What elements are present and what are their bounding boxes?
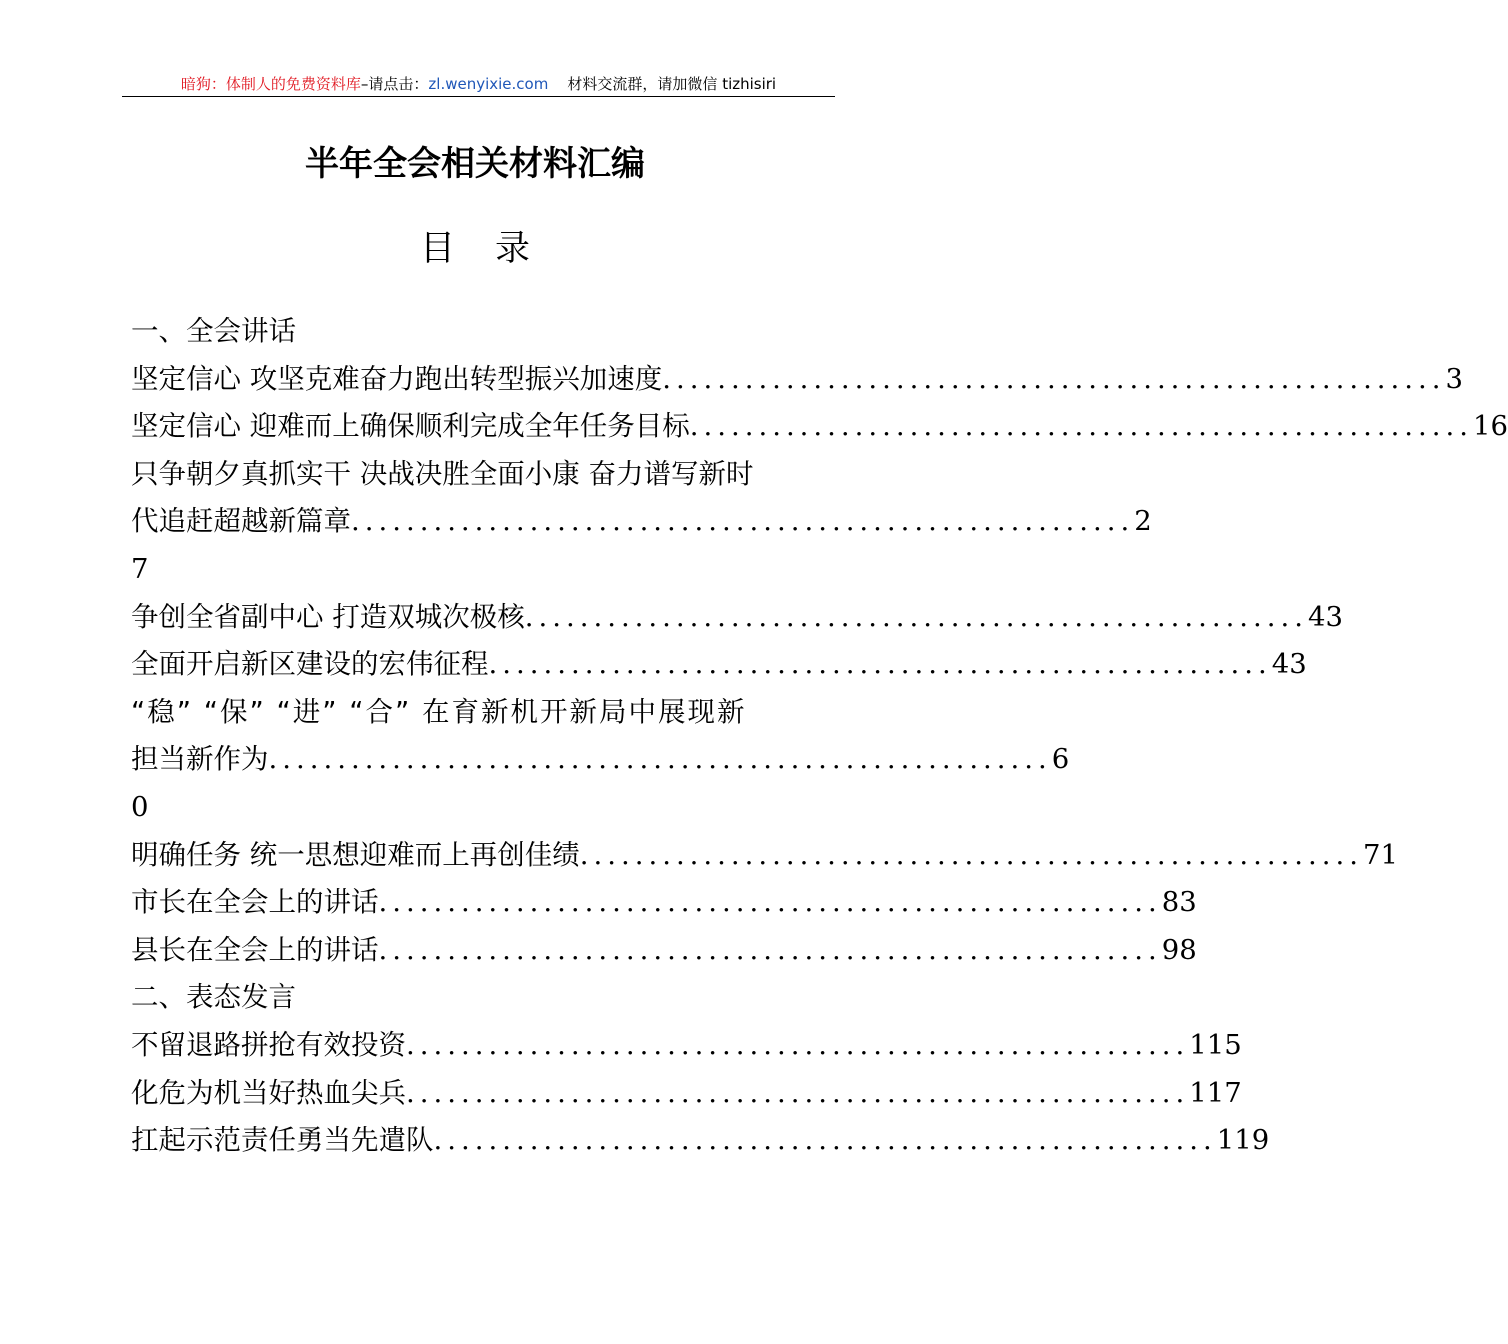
toc-entry[interactable] [131, 736, 1070, 784]
dot-leader: ......................................................... [268, 743, 1052, 776]
dot-leader: ......................................................... [689, 410, 1474, 443]
toc-section-heading: 一、全会讲话 [131, 315, 296, 347]
toc-entry-title: 市长在全会上的讲话 [131, 886, 379, 919]
dot-leader: ......................................................... [433, 1124, 1217, 1157]
document-title: 半年全会相关材料汇编 [305, 144, 645, 184]
header-contact: 材料交流群，请加微信 tizhisiri [567, 75, 777, 93]
toc-entry-page: 83 [1161, 886, 1197, 919]
toc-entry-title: 担当新作为 [131, 743, 269, 776]
dot-leader: ......................................................... [524, 600, 1309, 633]
header-divider [122, 96, 835, 97]
toc-entry-title: 县长在全会上的讲话 [131, 933, 379, 966]
toc-entry-page: 2 [1134, 505, 1152, 538]
toc-entry-title: 扛起示范责任勇当先遣队 [131, 1124, 434, 1157]
toc-entry-title-line[interactable]: 只争朝夕真抓实干 决战决胜全面小康 奋力谱写新时 [131, 457, 754, 490]
toc-entry-page: 6 [1051, 743, 1070, 776]
toc-entry-page-tail: 7 [131, 552, 149, 585]
dot-leader: ......................................................... [406, 1028, 1190, 1061]
page-header [122, 74, 835, 94]
toc-heading: 目录 [419, 229, 570, 269]
toc-entry[interactable] [131, 403, 1508, 451]
toc-entry-title: 不留退路拼抢有效投资 [131, 1028, 406, 1061]
toc-entry-page: 43 [1271, 648, 1307, 681]
toc-entry[interactable] [131, 1117, 1270, 1165]
toc-entry-page: 98 [1161, 933, 1197, 966]
toc-entry[interactable] [131, 641, 1307, 689]
toc-entry[interactable] [131, 1070, 1242, 1118]
header-url-link[interactable]: zl.wenyixie.com [428, 75, 549, 93]
dot-leader: ......................................................... [406, 1076, 1190, 1109]
toc-entry-title: 坚定信心 攻坚克难奋力跑出转型振兴加速度 [131, 362, 663, 395]
toc-entry-page: 43 [1308, 600, 1344, 633]
dot-leader: ......................................................... [351, 505, 1135, 538]
table-of-contents [131, 308, 1508, 1165]
dot-leader: ......................................................... [378, 933, 1162, 966]
toc-entry[interactable] [131, 594, 1344, 642]
toc-entry[interactable] [131, 356, 1464, 404]
toc-section-heading: 二、表态发言 [131, 981, 296, 1014]
header-click-label: –请点击： [360, 75, 429, 93]
toc-entry-page: 119 [1216, 1124, 1270, 1157]
toc-entry-page-tail: 0 [131, 790, 149, 823]
toc-entry[interactable] [131, 832, 1399, 880]
toc-entry-title: 明确任务 统一思想迎难而上再创佳绩 [131, 838, 580, 871]
toc-entry-title: 坚定信心 迎难而上确保顺利完成全年任务目标 [131, 410, 690, 443]
toc-entry-page: 115 [1189, 1028, 1242, 1061]
dot-leader: ......................................................... [378, 886, 1162, 919]
header-site-name: 暗狗：体制人的免费资料库 [180, 75, 361, 93]
toc-entry-page: 3 [1445, 362, 1464, 395]
toc-entry-title: 化危为机当好热血尖兵 [131, 1076, 406, 1109]
toc-entry-page: 16 [1473, 410, 1508, 443]
toc-entry[interactable] [131, 879, 1197, 927]
toc-entry-page: 71 [1363, 838, 1399, 871]
toc-entry-title: 代追赶超越新篇章 [131, 505, 351, 538]
toc-entry-title: 争创全省副中心 打造双城次极核 [131, 600, 525, 633]
toc-entry-title-line[interactable]: “稳” “保” “进” “合” 在育新机开新局中展现新 [131, 695, 747, 728]
dot-leader: ......................................................... [662, 362, 1446, 395]
toc-entry[interactable] [131, 1022, 1242, 1070]
toc-entry-title: 全面开启新区建设的宏伟征程 [131, 648, 489, 681]
toc-entry[interactable] [131, 927, 1197, 975]
toc-entry[interactable] [131, 498, 1152, 546]
dot-leader: ......................................................... [488, 648, 1272, 681]
toc-entry-page: 117 [1189, 1076, 1242, 1109]
dot-leader: ......................................................... [579, 838, 1364, 871]
